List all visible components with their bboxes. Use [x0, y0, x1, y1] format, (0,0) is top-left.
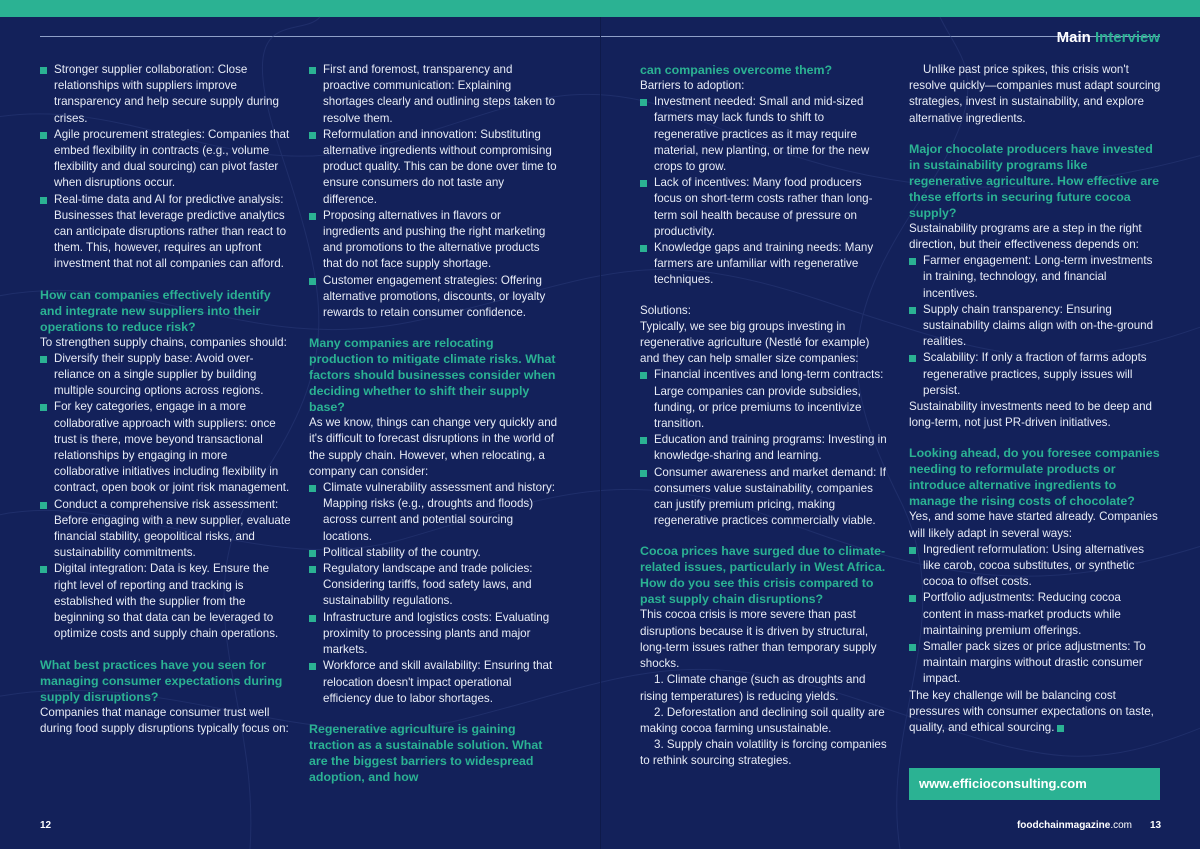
- list-item: Political stability of the country.: [309, 545, 559, 561]
- footer-site: foodchainmagazine.com: [1016, 820, 1132, 831]
- list-item: Education and training programs: Investing in knowledge-sharing and learning.: [640, 432, 890, 464]
- paragraph: As we know, things can change very quickly and it's difficult to forecast disruptions in the world of the supply chain. However, when relocating, a company can consider:: [309, 416, 558, 478]
- website-link-box[interactable]: [909, 768, 1160, 800]
- numbered-item: 3. Supply chain volatility is forcing companies to rethink sourcing strategies.: [640, 738, 887, 768]
- list-item: Proposing alternatives in flavors or ingredients and pushing the right marketing and promotions to the alternative products that do not face supply shortage.: [309, 208, 559, 273]
- paragraph: Solutions:: [640, 303, 691, 317]
- list-item: Conduct a comprehensive risk assessment: Before engaging with a new supplier, evaluate financial stability, geopolitical risks, and sustainability commitments.: [40, 497, 292, 562]
- list-item: Financial incentives and long-term contracts: Large companies can provide subsidies, funding, or price premiums to incentivize transition.: [640, 367, 890, 432]
- list-item: Smaller pack sizes or price adjustments: To maintain margins without drastic consumer impact.: [909, 639, 1161, 688]
- list-item: Diversify their supply base: Avoid over-reliance on a single supplier by building multiple sourcing options across regions.: [40, 351, 292, 400]
- column-3: [640, 62, 890, 770]
- list-item: Scalability: If only a fraction of farms adopts regenerative practices, supply issues will persist.: [909, 350, 1161, 399]
- paragraph: Companies that manage consumer trust well during food supply disruptions typically focus on:: [40, 705, 289, 735]
- list-item: Investment needed: Small and mid-sized farmers may lack funds to shift to regenerative practices as it may require material, new planting, or time for the new crops to grow.: [640, 94, 890, 175]
- list-item: Farmer engagement: Long-term investments in training, technology, and financial incentives.: [909, 253, 1161, 302]
- paragraph: Sustainability investments need to be deep and long-term, not just PR-driven initiatives.: [909, 400, 1152, 430]
- column-2: [309, 62, 559, 785]
- paragraph: Barriers to adoption:: [640, 79, 745, 92]
- page-number-right: 13: [1150, 820, 1162, 831]
- paragraph: Typically, we see big groups investing in regenerative agriculture (Nestlé for example) and they can help smaller size companies:: [640, 319, 870, 366]
- list-item: First and foremost, transparency and proactive communication: Explaining shortages clearly and outlining steps taken to resolve them.: [309, 62, 559, 127]
- numbered-item: 1. Climate change (such as droughts and rising temperatures) is reducing yields.: [640, 673, 866, 703]
- list-item: Lack of incentives: Many food producers focus on short-term costs rather than long-term soil health because of pressure on productivity.: [640, 175, 890, 240]
- list-item: Infrastructure and logistics costs: Evaluating proximity to processing plants and major markets.: [309, 610, 559, 659]
- question-heading: Major chocolate producers have invested in sustainability programs like regenerative agriculture. How effective are these efforts in securing future cocoa supply?: [909, 141, 1159, 220]
- paragraph: Unlike past price spikes, this crisis won't resolve quickly—companies must adapt sourcing strategies, invest in sustainability, and explore alternative ingredients.: [909, 63, 1161, 125]
- list-item: Customer engagement strategies: Offering alternative promotions, discounts, or loyalty rewards to retain consumer confidence.: [309, 273, 559, 322]
- list-item: Regulatory landscape and trade policies: Considering tariffs, food safety laws, and sustainability regulations.: [309, 561, 559, 610]
- question-heading: What best practices have you seen for managing consumer expectations during supply disruptions?: [40, 657, 283, 704]
- column-4: [909, 62, 1161, 736]
- question-heading: can companies overcome them?: [640, 63, 833, 77]
- list-item: Supply chain transparency: Ensuring sustainability claims align with on-the-ground realities.: [909, 302, 1161, 351]
- list-item: For key categories, engage in a more collaborative approach with suppliers: once trust is there, move beyond transactional relationships by engaging in more collaborative initiatives including flexibility in contract, open book or joint risk management.: [40, 399, 292, 496]
- numbered-item: 2. Deforestation and declining soil quality are making cocoa farming unsustainable.: [640, 705, 885, 735]
- list-item: Knowledge gaps and training needs: Many farmers are unfamiliar with regenerative techniques.: [640, 240, 890, 289]
- list-item: Workforce and skill availability: Ensuring that relocation doesn't impact operational efficiency due to labor shortages.: [309, 658, 559, 707]
- list-item: Digital integration: Data is key. Ensure the right level of reporting and tracking is established with the supplier from the beginning so that data can be leveraged to optimize costs and supply chain operations.: [40, 561, 292, 642]
- question-heading: Cocoa prices have surged due to climate-related issues, particularly in West Africa. How do you see this crisis compared to past supply chain disruptions?: [640, 544, 886, 607]
- list-item: Stronger supplier collaboration: Close relationships with suppliers improve transparency and help secure supply during crises.: [40, 62, 292, 127]
- list-item: Portfolio adjustments: Reducing cocoa content in mass-market products while maintaining premium offerings.: [909, 590, 1161, 639]
- list-item: Ingredient reformulation: Using alternatives like carob, cocoa substitutes, or synthetic cocoa to offset costs.: [909, 542, 1161, 591]
- list-item: Real-time data and AI for predictive analysis: Businesses that leverage predictive analytics can anticipate disruptions rather than react to them. This, however, requires an upfront investment that not all companies can afford.: [40, 192, 292, 273]
- list-item: Climate vulnerability assessment and history: Mapping risks (e.g., droughts and floods) across current and potential sourcing locations.: [309, 480, 559, 545]
- paragraph: This cocoa crisis is more severe than past disruptions because it is driven by structural, long-term issues rather than temporary supply shocks.: [640, 608, 877, 671]
- question-heading: Many companies are relocating production to mitigate climate risks. What factors should businesses consider when deciding whether to shift their supply base?: [309, 336, 556, 415]
- paragraph: To strengthen supply chains, companies should:: [40, 335, 287, 349]
- end-mark-icon: [1057, 725, 1064, 732]
- column-1: [40, 62, 292, 737]
- section-header: Main Interview: [1056, 29, 1160, 46]
- question-heading: Looking ahead, do you foresee companies needing to reformulate products or introduce alternative ingredients to manage the rising costs of chocolate?: [909, 446, 1160, 509]
- list-item: Consumer awareness and market demand: If consumers value sustainability, companies can justify premium pricing, making regenerative practices commercially viable.: [640, 465, 890, 530]
- page-gutter: [600, 17, 601, 849]
- question-heading: Regenerative agriculture is gaining traction as a sustainable solution. What are the biggest barriers to widespread adoption, and how: [309, 721, 543, 784]
- question-heading: How can companies effectively identify and integrate new suppliers into their operations to reduce risk?: [40, 287, 271, 334]
- website-link[interactable]: www.efficioconsulting.com: [919, 776, 1087, 791]
- page-number-left: 12: [40, 820, 52, 831]
- list-item: Reformulation and innovation: Substituting alternative ingredients without compromising product quality. This can be done over time to ensure consumers do not taste any difference.: [309, 127, 559, 208]
- list-item: Agile procurement strategies: Companies that embed flexibility in contracts (e.g., volume flexibility and dual sourcing) can pivot faster when disruptions occur.: [40, 127, 292, 192]
- paragraph: Sustainability programs are a step in the right direction, but their effectiveness depends on:: [909, 221, 1142, 252]
- closing-paragraph: The key challenge will be balancing cost pressures with consumer expectations on taste, quality, and ethical sourcing.: [909, 688, 1154, 735]
- paragraph: Yes, and some have started already. Companies will likely adapt in several ways:: [909, 510, 1158, 540]
